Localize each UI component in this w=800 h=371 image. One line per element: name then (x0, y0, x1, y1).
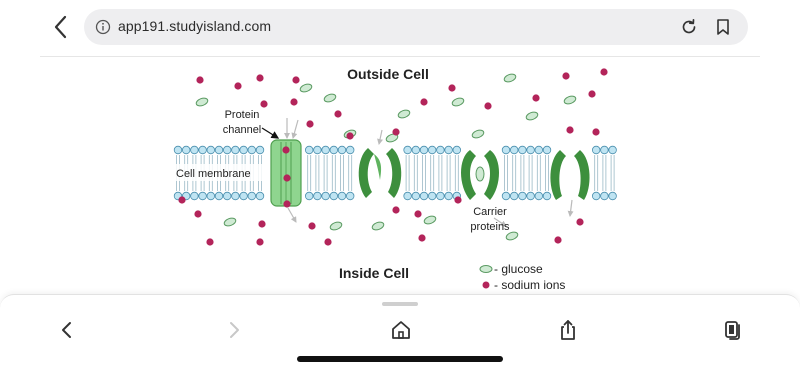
carrier-proteins-label-2: proteins (470, 221, 510, 233)
sodium-ion (308, 222, 315, 229)
sodium-ion (592, 128, 599, 135)
sodium-ion (600, 68, 607, 75)
cell-membrane-label: Cell membrane (176, 168, 251, 180)
sodium-ion (392, 128, 399, 135)
share-icon[interactable] (556, 318, 580, 342)
sodium-ion (256, 238, 263, 245)
sodium-ion (178, 196, 185, 203)
legend (480, 262, 565, 292)
sodium-ion (414, 210, 421, 217)
sodium-ion (306, 120, 313, 127)
glucose-molecule (525, 111, 539, 122)
home-icon[interactable] (389, 318, 413, 342)
glucose-molecule (299, 83, 313, 94)
sodium-ion (282, 146, 289, 153)
sodium-ion (260, 100, 267, 107)
sodium-ion (290, 98, 297, 105)
membrane-transport-diagram (160, 58, 640, 296)
glucose-molecule (451, 97, 465, 108)
glucose-molecule (503, 73, 517, 84)
sodium-ion (532, 94, 539, 101)
glucose-molecule (563, 95, 577, 106)
sodium-ion (283, 200, 290, 207)
tabs-icon[interactable] (721, 318, 745, 342)
protein-channel-label: Protein (224, 109, 260, 121)
legend-sodium-swatch (483, 282, 490, 289)
glucose-molecule (223, 217, 237, 228)
glucose-molecule (397, 109, 411, 120)
glucose-molecule (471, 129, 485, 140)
legend-glucose-swatch (480, 266, 492, 273)
forward-arrow-icon[interactable] (222, 318, 246, 342)
divider (40, 56, 760, 57)
sodium-ion (484, 102, 491, 109)
address-bar[interactable] (84, 9, 748, 45)
glucose-molecule (371, 221, 385, 232)
sodium-ion (420, 98, 427, 105)
sodium-ion (334, 110, 341, 117)
legend-sodium-label: - sodium ions (494, 278, 566, 292)
sodium-ion (283, 174, 290, 181)
back-arrow-icon[interactable] (55, 318, 79, 342)
sodium-ion (562, 72, 569, 79)
outside-cell-label: Outside Cell (347, 66, 429, 82)
sodium-ion (588, 90, 595, 97)
glucose-molecule (195, 97, 209, 108)
sodium-ion (448, 84, 455, 91)
carrier-protein-3 (550, 150, 589, 200)
sodium-ion (206, 238, 213, 245)
legend-glucose-label: - glucose (494, 262, 543, 276)
glucose-molecule (323, 93, 337, 104)
sheet-grabber[interactable] (382, 302, 418, 306)
sodium-ion (258, 220, 265, 227)
back-icon[interactable] (50, 14, 72, 40)
sodium-ion (554, 236, 561, 243)
bookmark-icon[interactable] (714, 18, 732, 36)
sodium-ion (392, 206, 399, 213)
protein-channel-label-2: channel (222, 124, 262, 136)
carrier-proteins-label: Carrier (473, 206, 507, 218)
carrier-protein-1 (359, 148, 402, 198)
carrier-protein-2 (461, 150, 499, 200)
sodium-ion (292, 76, 299, 83)
url-text[interactable]: app191.studyisland.com (118, 18, 272, 34)
sodium-ion (234, 82, 241, 89)
sodium-ion (346, 132, 353, 139)
sodium-ion (454, 196, 461, 203)
browser-top-bar (0, 0, 800, 56)
reload-icon[interactable] (680, 18, 698, 36)
sodium-ion (418, 234, 425, 241)
inside-cell-label: Inside Cell (338, 265, 410, 281)
sodium-ion (566, 126, 573, 133)
sodium-ion (256, 74, 263, 81)
sodium-ion (576, 218, 583, 225)
glucose-molecule (329, 221, 343, 232)
glucose-molecule (423, 215, 437, 226)
sodium-ion (194, 210, 201, 217)
info-icon[interactable] (95, 19, 111, 35)
sodium-ion (196, 76, 203, 83)
sodium-ion (324, 238, 331, 245)
home-indicator (297, 356, 503, 362)
